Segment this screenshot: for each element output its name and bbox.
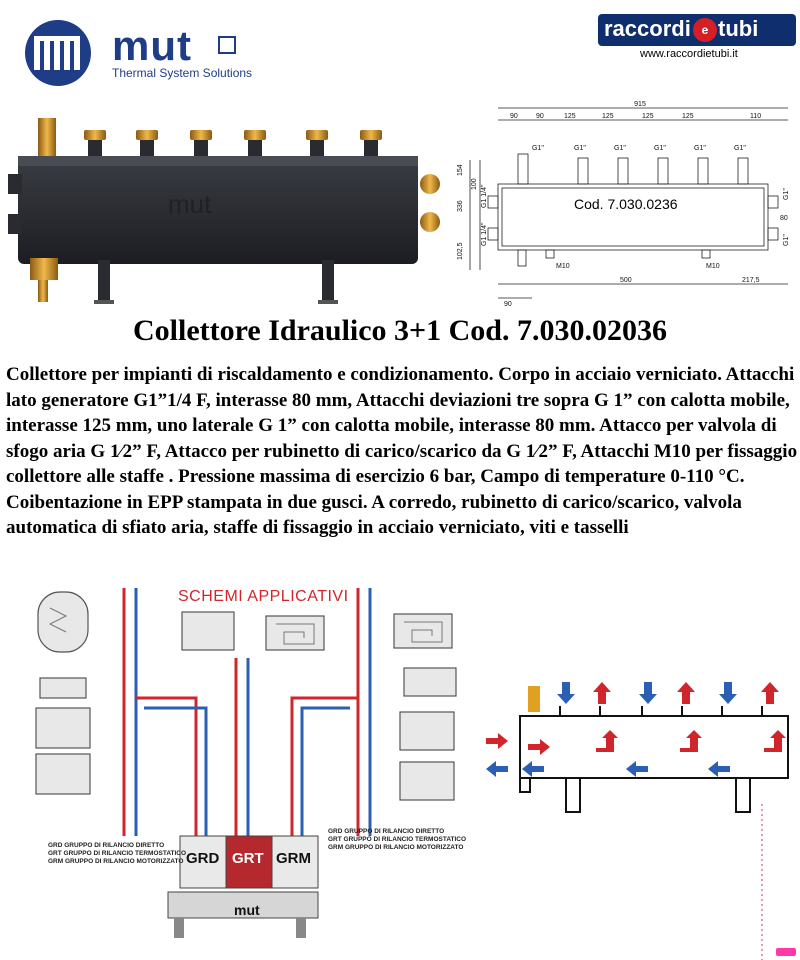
brand-tagline: Thermal System Solutions [112,66,253,80]
label-g1-3: G1" [614,145,626,152]
label-g114-top: G1 1/4" [481,184,488,208]
group-grt-label: GRT [232,850,264,867]
label-g1-right-bottom: G1" [783,234,790,246]
dim-overall: 915 [634,101,646,108]
legend-right [328,828,466,852]
legend-left-grd: GRD GRUPPO DI RILANCIO DIRETTO [48,842,165,849]
brand-square-mark [218,36,236,54]
legend-right-grd: GRD GRUPPO DI RILANCIO DIRETTO [328,828,445,835]
dim-bottom-3: 217,5 [742,277,760,284]
dim-top-3: 125 [564,113,576,120]
partner-name-left: raccordi [604,16,691,41]
product-photo [8,108,448,310]
dim-top-2: 90 [536,113,544,120]
corner-badge [776,948,796,956]
dim-left-3: 336 [457,200,464,212]
dim-top-7: 110 [750,113,762,120]
schemes-title: SCHEMI APPLICATIVI [178,588,349,605]
dim-top-6: 125 [682,113,694,120]
label-g114-bottom: G1 1/4" [481,222,488,246]
drawing-code: Cod. 7.030.0236 [574,196,678,212]
scheme-small-logo: mut [234,902,260,918]
dim-top-4: 125 [602,113,614,120]
product-description: Collettore per impianti di riscaldamento e condizionamento. Corpo in acciaio verniciato. Attacchi lato generatore G1”1/4 F, interasse 80 mm, Attacchi deviazioni tre sopra G 1” con calotta mobile, interasse 125 mm, uno laterale G 1” con calotta mobile, interasse 80 mm. Attacco per valvola di sfogo aria G 1⁄2” F, Attacco per rubinetto di carico/scarico da G 1⁄2” F, Attacchi M10 per fissaggio collettore alle staffe . Pressione massima di esercizio 6 bar, Campo di temperature 0-110 °C. Coibentazione in EPP stampata in due gusci. A corredo, rubinetto di carico/scarico, valvola automatica di sfiato aria, staffe di fissaggio in acciaio verniciato, viti e tasselli [6,364,798,538]
partner-url[interactable]: www.raccordietubi.it [640,48,738,60]
label-g1-2: G1" [574,145,586,152]
legend-left [48,842,186,866]
partner-name-mid: e [693,18,717,42]
legend-right-grt: GRT GRUPPO DI RILANCIO TERMOSTATICO [328,836,467,843]
dim-left-4: 102,5 [457,242,464,260]
partner-name-right: tubi [718,16,759,41]
application-schemes-diagram [0,578,800,960]
label-g1-5: G1" [694,145,706,152]
label-m10-left: M10 [556,263,570,270]
dim-bottom-2: 500 [620,277,632,284]
dim-right: 80 [780,215,788,222]
dim-top-1: 90 [510,113,518,120]
page-title: Collettore Idraulico 3+1 Cod. 7.030.02036 [132,314,667,347]
legend-left-grt: GRT GRUPPO DI RILANCIO TERMOSTATICO [48,850,187,857]
brand-name: mut [112,22,192,69]
dim-left-2: 100 [471,178,478,190]
label-g1-4: G1" [654,145,666,152]
legend-left-grm: GRM GRUPPO DI RILANCIO MOTORIZZATO [48,858,184,865]
label-g1-right-top: G1" [783,188,790,200]
photo-logo-emboss: mut [168,189,212,219]
group-grd-label: GRD [186,850,220,867]
dim-left-1: 154 [457,164,464,176]
label-g1-6: G1" [734,145,746,152]
group-grm-label: GRM [276,850,311,867]
dim-top-5: 125 [642,113,654,120]
label-g1-1: G1" [532,145,544,152]
legend-right-grm: GRM GRUPPO DI RILANCIO MOTORIZZATO [328,844,464,851]
label-m10-right: M10 [706,263,720,270]
dim-bottom-1: 90 [504,301,512,308]
